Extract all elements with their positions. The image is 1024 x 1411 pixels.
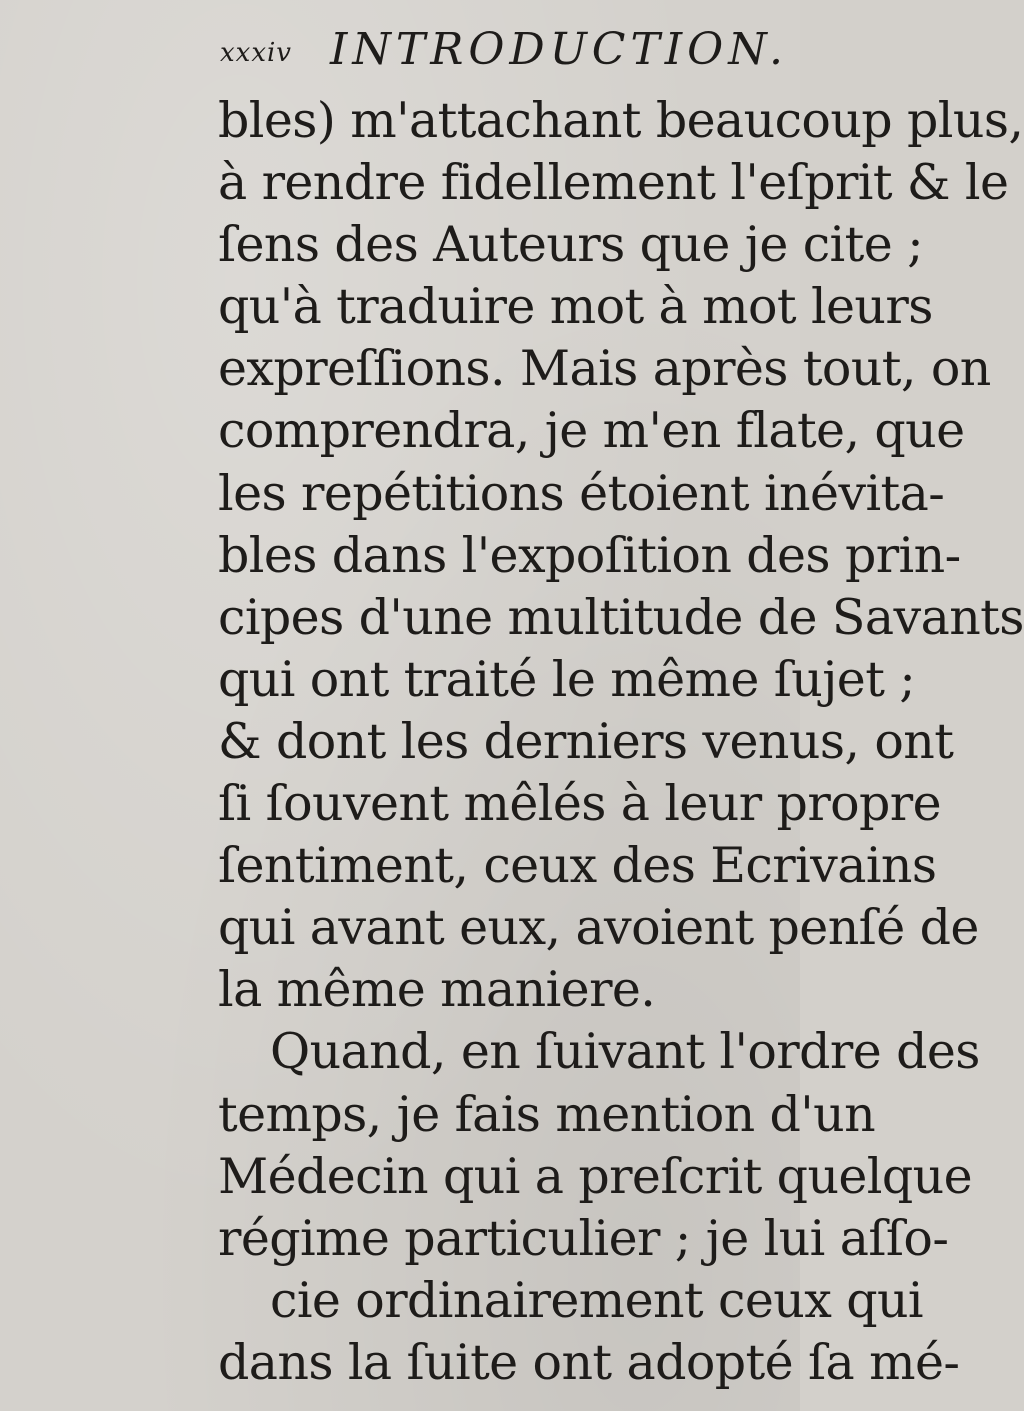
text-line: & dont les derniers venus, ont bbox=[218, 712, 954, 770]
text-line: cipes d'une multitude de Savants bbox=[218, 588, 1024, 646]
text-line: cie ordinairement ceux qui bbox=[270, 1271, 924, 1329]
text-line: expreſſions. Mais après tout, on bbox=[218, 340, 991, 398]
text-line: temps, je fais mention d'un bbox=[218, 1085, 876, 1143]
text-line: ſi ſouvent mêlés à leur propre bbox=[218, 775, 942, 833]
text-line: bles) m'attachant beaucoup plus, bbox=[218, 92, 1024, 149]
text-line: comprendra, je m'en flate, que bbox=[218, 402, 965, 460]
text-line: à rendre fidellement l'eſprit & le bbox=[218, 154, 1009, 212]
page-number: xxxiv bbox=[220, 38, 292, 68]
text-line: qu'à traduire mot à mot leurs bbox=[218, 278, 933, 336]
text-line: qui ont traité le même ſujet ; bbox=[218, 650, 916, 708]
text-line: la même maniere. bbox=[218, 961, 656, 1019]
text-line: dans la ſuite ont adopté ſa mé- bbox=[218, 1333, 960, 1391]
running-head bbox=[220, 24, 788, 80]
body-text bbox=[218, 90, 1024, 1394]
text-line: Médecin qui a preſcrit quelque bbox=[218, 1147, 972, 1205]
text-line: les repétitions étoient inévita- bbox=[218, 464, 945, 522]
text-line: ſens des Auteurs que je cite ; bbox=[218, 216, 923, 274]
text-line: ſentiment, ceux des Ecrivains bbox=[218, 837, 937, 895]
text-line: qui avant eux, avoient penſé de bbox=[218, 899, 979, 957]
running-title: INTRODUCTION. bbox=[330, 24, 788, 75]
text-line: Quand, en ſuivant l'ordre des bbox=[270, 1023, 980, 1081]
text-line: bles dans l'expoſition des prin- bbox=[218, 526, 961, 584]
text-line: régime particulier ; je lui aſſo- bbox=[218, 1209, 949, 1267]
